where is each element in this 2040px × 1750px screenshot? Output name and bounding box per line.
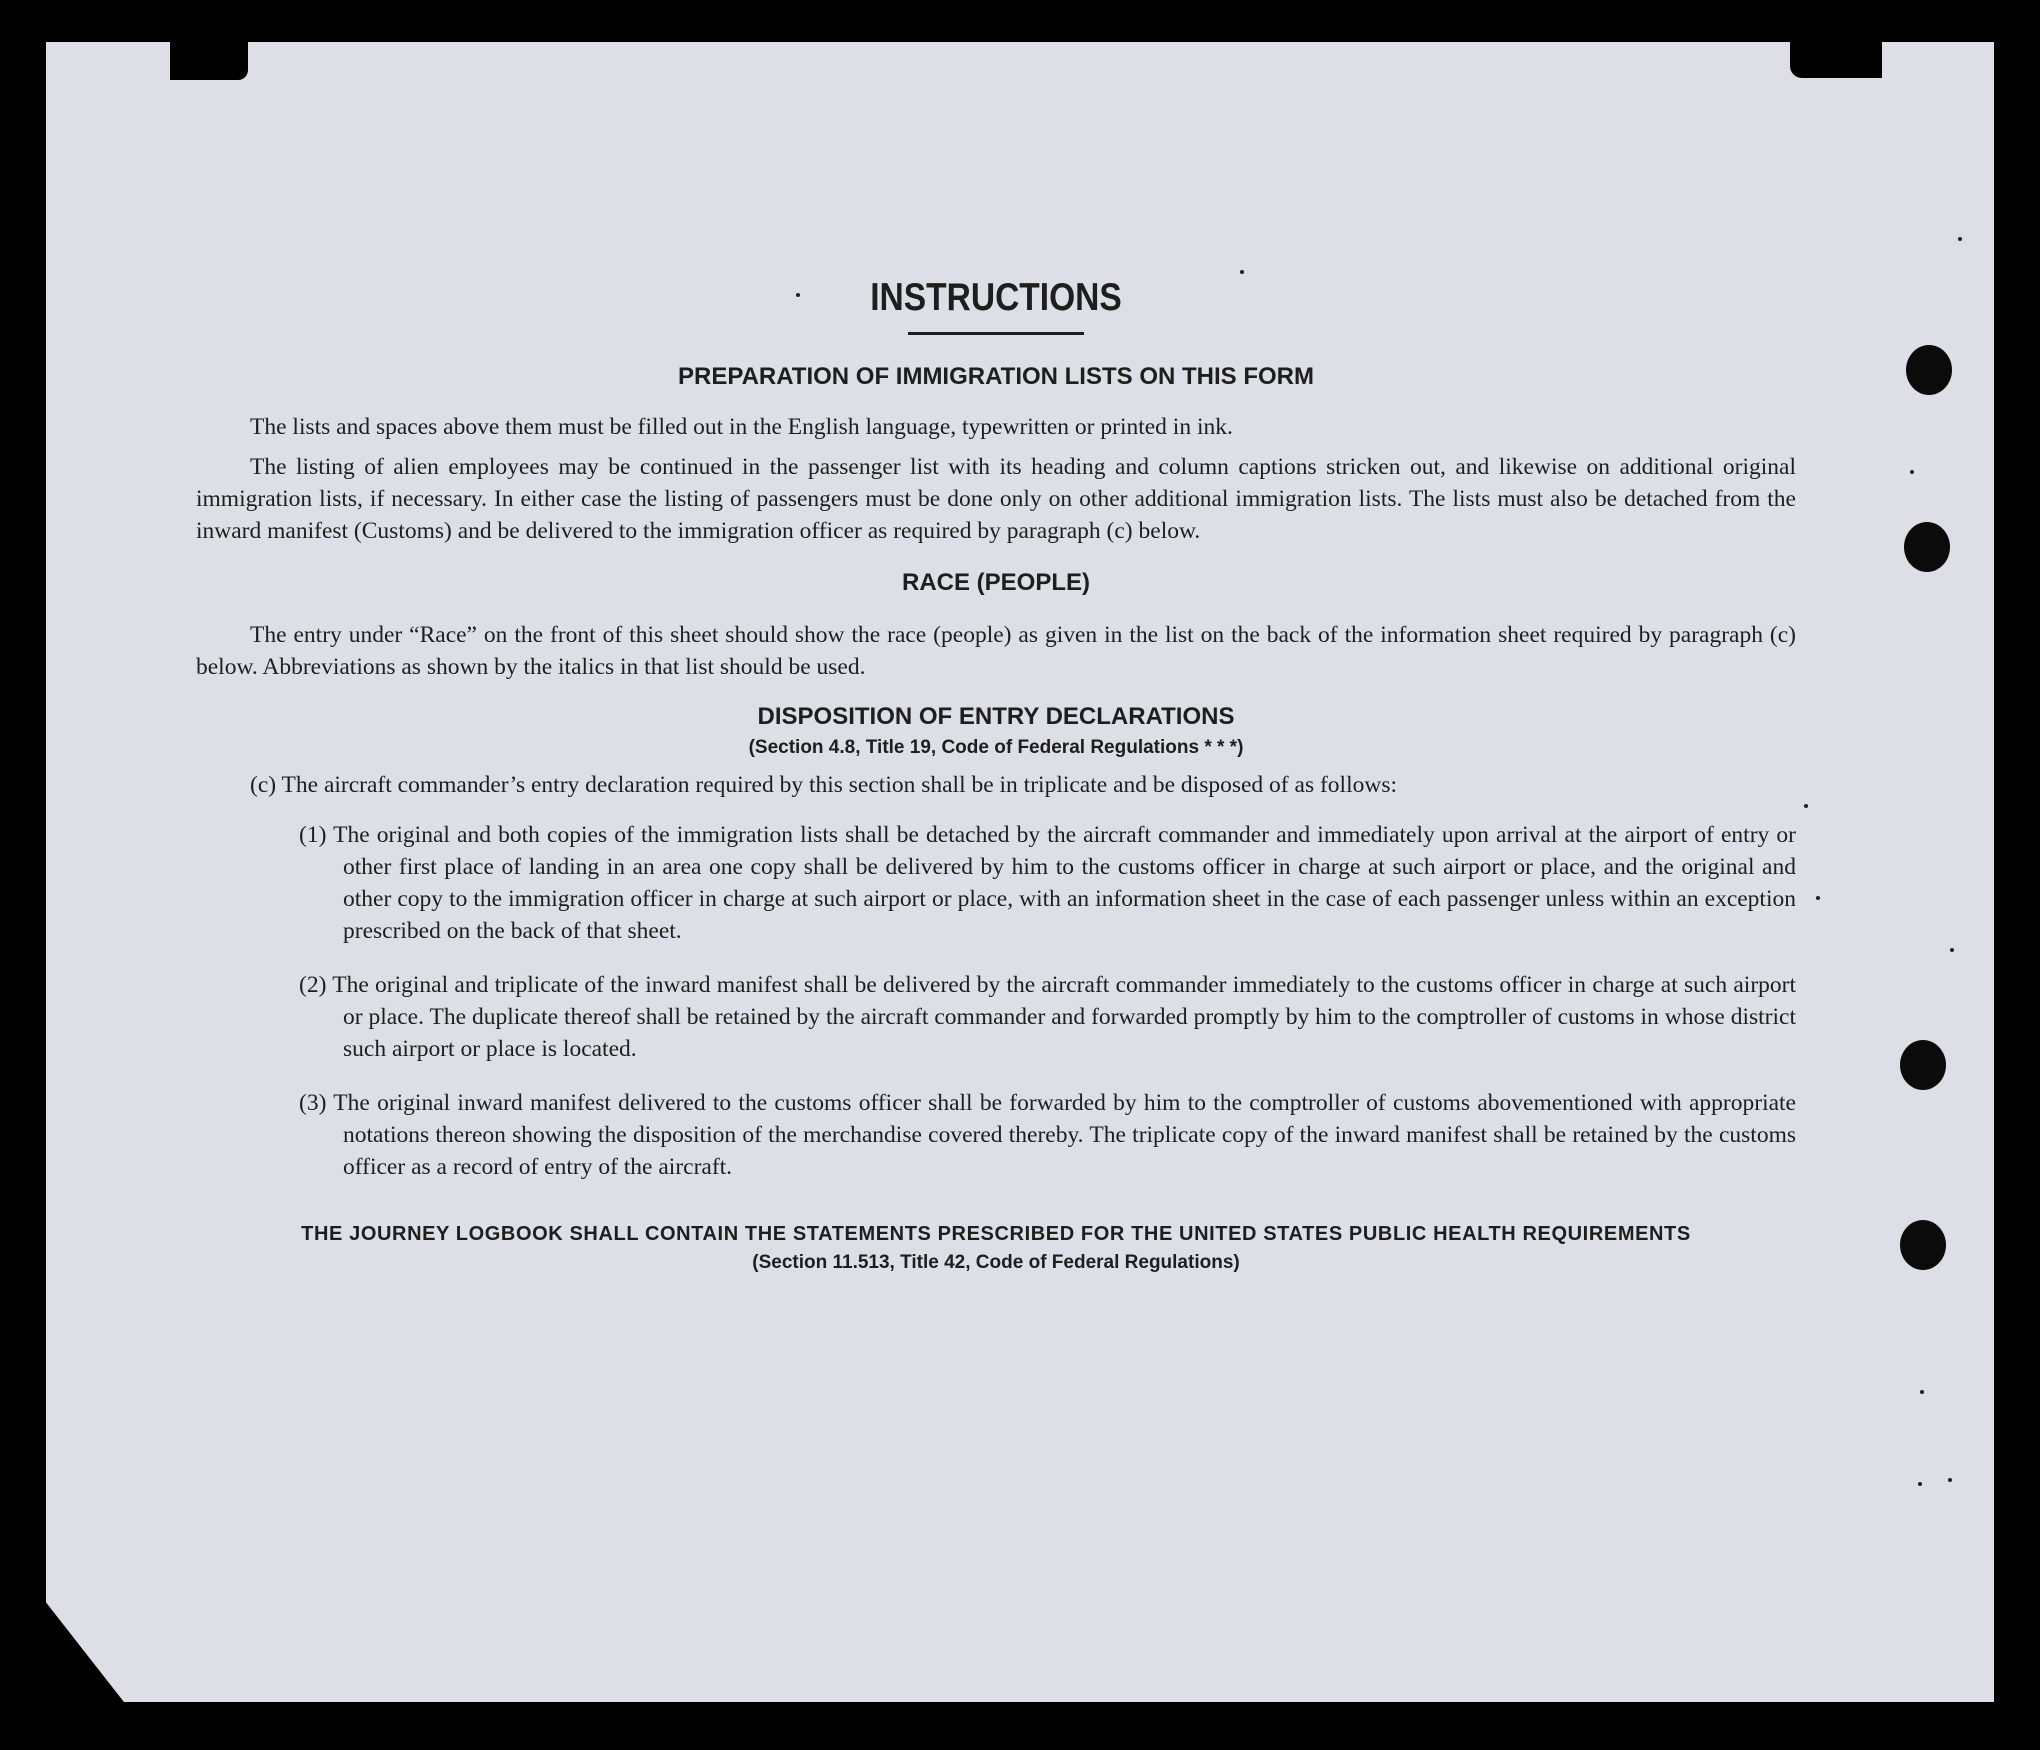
binder-hole	[1906, 345, 1952, 395]
speck	[1918, 1482, 1922, 1486]
footer-statement: THE JOURNEY LOGBOOK SHALL CONTAIN THE STATEMENTS PRESCRIBED FOR THE UNITED STATES PUBLIC HEALTH REQUIREMENTS	[301, 1223, 1691, 1245]
top-left-tab	[170, 40, 248, 80]
binder-hole	[1900, 1040, 1946, 1090]
race-heading: RACE (PEOPLE)	[901, 569, 1090, 596]
clause-item-3: (3) The original inward manifest delivered to the customs officer shall be forwarded by him to the comptroller of customs abovementioned with appropriate notations thereon showing the disposition of the merchandise covered thereby. The triplicate copy of the inward manifest shall be retained by the customs officer as a record of entry of the aircraft.	[299, 1090, 1796, 1180]
speck	[1804, 804, 1808, 808]
footer-citation: (Section 11.513, Title 42, Code of Federal Regulations)	[752, 1252, 1240, 1273]
speck	[1958, 237, 1962, 241]
binder-hole	[1900, 1220, 1946, 1270]
speck	[1816, 896, 1820, 900]
top-right-tab	[1790, 40, 1882, 78]
speck	[1920, 1390, 1924, 1394]
instructions-content	[196, 276, 1796, 1274]
title-underline	[908, 332, 1084, 335]
preparation-heading: PREPARATION OF IMMIGRATION LISTS ON THIS FORM	[678, 363, 1314, 390]
speck	[1950, 948, 1954, 952]
disposition-citation: (Section 4.8, Title 19, Code of Federal Regulations * * *)	[748, 737, 1244, 758]
clause-item-1: (1) The original and both copies of the immigration lists shall be detached by the aircraft commander and immediately upon arrival at the airport of entry or other first place of landing in an area one copy shall be delivered by him to the customs officer in charge at such airport or place, and the original and other copy to the immigration officer in charge at such airport or place, with an information sheet in the case of each passenger unless within an exception prescribed on the back of that sheet.	[299, 822, 1796, 944]
show-through	[426, 162, 432, 188]
preparation-paragraph-2: The listing of alien employees may be continued in the passenger list with its heading and column captions stricken out, and likewise on additional original immigration lists, if necessary. In either case the listing of passengers must be done only on other additional immigration lists. The lists must also be detached from the inward manifest (Customs) and be delivered to the immigration officer as required by paragraph (c) below.	[196, 454, 1796, 544]
clause-item-2: (2) The original and triplicate of the inward manifest shall be delivered by the aircraft commander immediately to the customs officer in charge at such airport or place. The duplicate thereof shall be retained by the aircraft commander and forwarded promptly by him to the comptroller of customs in whose district such airport or place is located.	[299, 972, 1796, 1062]
clause-c: (c) The aircraft commander’s entry declaration required by this section shall be in triplicate and be disposed of as follows:	[250, 772, 1397, 798]
binder-hole	[1904, 522, 1950, 572]
speck	[1240, 270, 1244, 274]
page-title: INSTRUCTIONS	[870, 276, 1122, 319]
speck	[1948, 1478, 1952, 1482]
speck	[1910, 470, 1914, 474]
disposition-heading: DISPOSITION OF ENTRY DECLARATIONS	[757, 703, 1235, 730]
race-paragraph: The entry under “Race” on the front of this sheet should show the race (people) as given in the list on the back of the information sheet required by paragraph (c) below. Abbreviations as shown by the italics in that list should be used.	[196, 622, 1796, 680]
preparation-paragraph-1: The lists and spaces above them must be filled out in the English language, typewritten or printed in ink.	[250, 414, 1233, 440]
